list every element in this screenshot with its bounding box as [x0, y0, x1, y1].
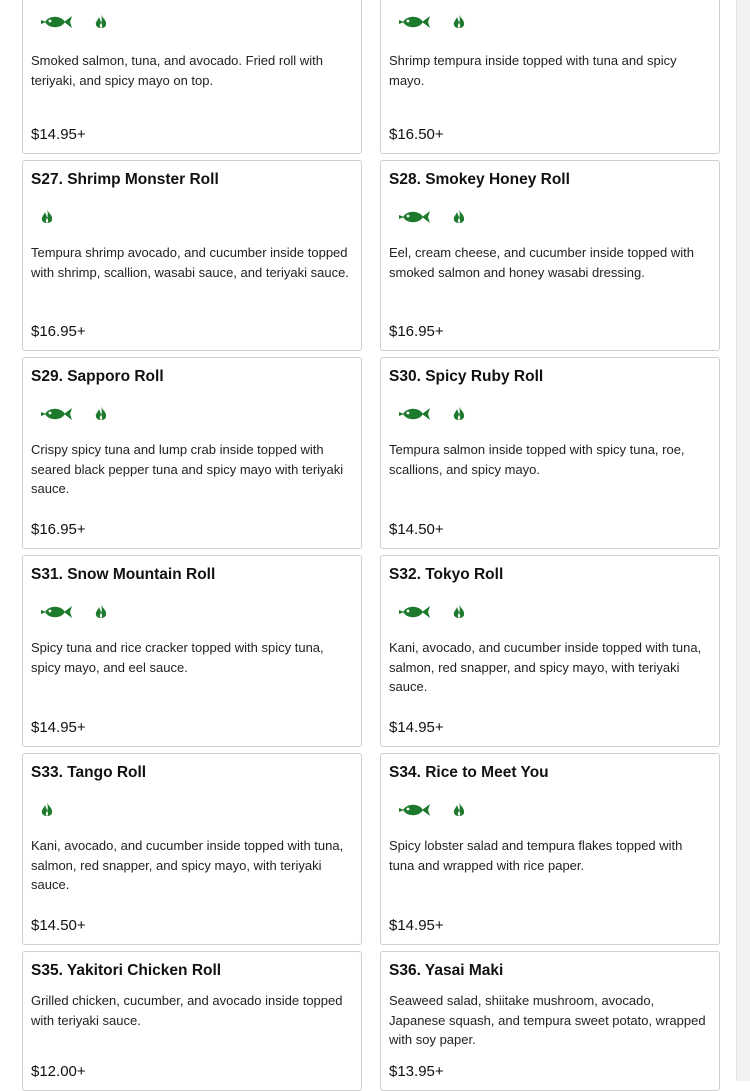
menu-item-card[interactable] [380, 357, 720, 549]
fish-icon [41, 604, 73, 620]
item-price: $16.95+ [31, 521, 86, 538]
flame-icon [41, 802, 53, 818]
menu-item-card[interactable] [22, 951, 362, 1091]
item-title: S30. Spicy Ruby Roll [389, 368, 544, 385]
menu-item-card[interactable] [380, 555, 720, 747]
item-price: $16.95+ [31, 323, 86, 340]
menu-item-card[interactable] [22, 357, 362, 549]
item-title: S35. Yakitori Chicken Roll [31, 962, 222, 979]
flame-icon [95, 14, 107, 30]
item-price: $16.50+ [389, 126, 444, 143]
dietary-icons [389, 600, 711, 624]
flame-icon [453, 802, 465, 818]
item-price: $14.95+ [31, 719, 86, 736]
fish-icon [399, 406, 431, 422]
item-description: Tempura salmon inside topped with spicy tuna, roe, scallions, and spicy mayo. [389, 442, 685, 477]
menu-item-grid [22, 0, 720, 1091]
item-title: S34. Rice to Meet You [389, 764, 549, 781]
menu-item-card[interactable] [22, 555, 362, 747]
item-description: Eel, cream cheese, and cucumber inside topped with smoked salmon and honey wasabi dressing. [389, 245, 694, 280]
item-title: S29. Sapporo Roll [31, 368, 164, 385]
menu-item-card[interactable] [22, 160, 362, 351]
page-scrollbar[interactable] [736, 0, 750, 1081]
item-description: Smoked salmon, tuna, and avocado. Fried roll with teriyaki, and spicy mayo on top. [31, 53, 323, 88]
item-description: Kani, avocado, and cucumber inside topped with tuna, salmon, red snapper, and spicy mayo, with teriyaki sauce. [31, 838, 344, 893]
item-description: Grilled chicken, cucumber, and avocado inside topped with teriyaki sauce. [31, 993, 343, 1028]
flame-icon [41, 209, 53, 225]
dietary-icons [31, 10, 353, 34]
item-price: $12.00+ [31, 1063, 86, 1080]
item-title: S28. Smokey Honey Roll [389, 171, 570, 188]
dietary-icons [389, 205, 711, 229]
flame-icon [453, 406, 465, 422]
item-price: $13.95+ [389, 1063, 444, 1080]
dietary-icons [31, 600, 353, 624]
item-description: Spicy lobster salad and tempura flakes topped with tuna and wrapped with rice paper. [389, 838, 683, 873]
flame-icon [95, 604, 107, 620]
fish-icon [399, 802, 431, 818]
dietary-icons [31, 798, 353, 822]
item-price: $16.95+ [389, 323, 444, 340]
flame-icon [453, 14, 465, 30]
item-description: Crispy spicy tuna and lump crab inside topped with seared black pepper tuna and spicy mayo with teriyaki sauce. [31, 442, 344, 497]
item-title: S31. Snow Mountain Roll [31, 566, 216, 583]
fish-icon [399, 209, 431, 225]
menu-item-card[interactable] [380, 753, 720, 945]
dietary-icons [389, 10, 711, 34]
item-title: S33. Tango Roll [31, 764, 147, 781]
flame-icon [453, 604, 465, 620]
dietary-icons [31, 402, 353, 426]
fish-icon [41, 14, 73, 30]
item-description: Shrimp tempura inside topped with tuna and spicy mayo. [389, 53, 677, 88]
item-price: $14.50+ [31, 917, 86, 934]
dietary-icons [389, 798, 711, 822]
dietary-icons [389, 402, 711, 426]
menu-item-card[interactable] [380, 951, 720, 1091]
item-title: S27. Shrimp Monster Roll [31, 171, 219, 188]
item-price: $14.95+ [389, 719, 444, 736]
item-description: Kani, avocado, and cucumber inside topped with tuna, salmon, red snapper, and spicy mayo, with teriyaki sauce. [389, 640, 702, 695]
menu-item-card[interactable] [380, 160, 720, 351]
item-description: Seaweed salad, shiitake mushroom, avocado, Japanese squash, and tempura sweet potato, wrapped with soy paper. [389, 993, 706, 1048]
item-price: $14.50+ [389, 521, 444, 538]
flame-icon [95, 406, 107, 422]
menu-item-card[interactable] [22, 753, 362, 945]
item-title: S32. Tokyo Roll [389, 566, 504, 583]
item-description: Tempura shrimp avocado, and cucumber inside topped with shrimp, scallion, wasabi sauce, and teriyaki sauce. [31, 245, 349, 280]
fish-icon [41, 406, 73, 422]
fish-icon [399, 604, 431, 620]
dietary-icons [31, 205, 353, 229]
flame-icon [453, 209, 465, 225]
menu-item-card[interactable] [22, 0, 362, 154]
fish-icon [399, 14, 431, 30]
item-price: $14.95+ [389, 917, 444, 934]
item-description: Spicy tuna and rice cracker topped with spicy tuna, spicy mayo, and eel sauce. [31, 640, 324, 675]
item-title: S36. Yasai Maki [389, 962, 504, 979]
item-price: $14.95+ [31, 126, 86, 143]
menu-item-card[interactable] [380, 0, 720, 154]
